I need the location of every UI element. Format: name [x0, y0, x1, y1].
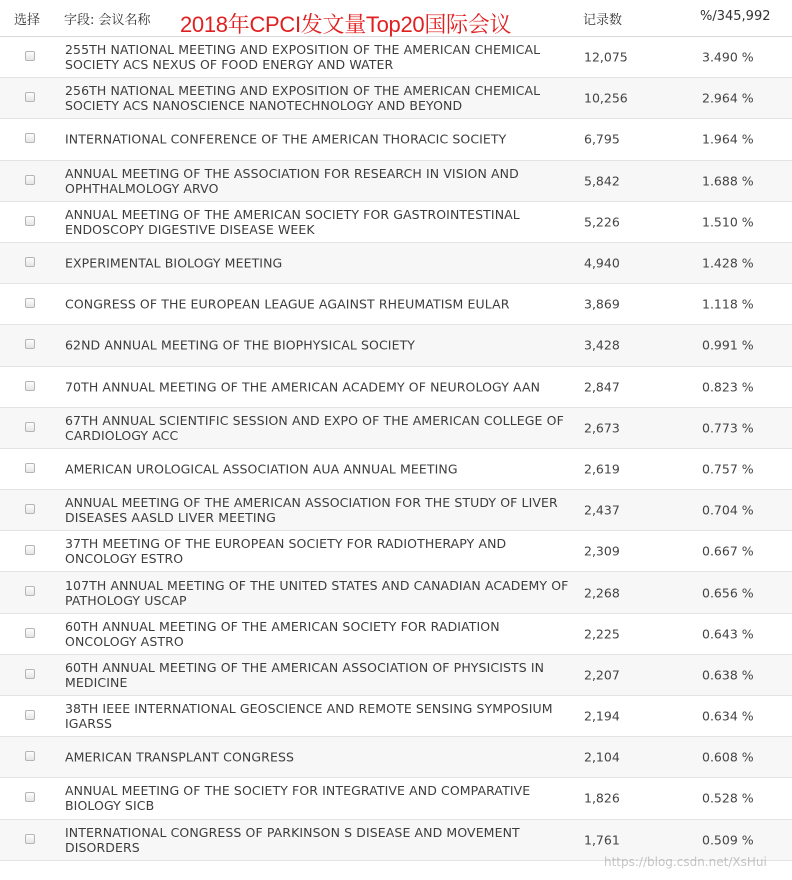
record-percent: 0.528 %: [702, 790, 754, 806]
row-checkbox[interactable]: [25, 834, 35, 844]
conference-name: AMERICAN UROLOGICAL ASSOCIATION AUA ANNUAL MEETING: [65, 461, 458, 477]
record-percent: 0.773 %: [702, 420, 754, 436]
conference-name: EXPERIMENTAL BIOLOGY MEETING: [65, 255, 283, 271]
record-count: 2,225: [584, 626, 620, 642]
table-row: [0, 490, 792, 531]
conference-name: INTERNATIONAL CONGRESS OF PARKINSON S DISEASE AND MOVEMENT DISORDERS: [65, 824, 520, 855]
record-count: 2,847: [584, 379, 620, 395]
row-checkbox[interactable]: [25, 298, 35, 308]
conference-name: ANNUAL MEETING OF THE AMERICAN SOCIETY FOR GASTROINTESTINAL ENDOSCOPY DIGESTIVE DISEASE WEEK: [65, 206, 520, 237]
record-count: 4,940: [584, 255, 620, 271]
results-table: [0, 37, 792, 861]
table-row: [0, 37, 792, 78]
record-percent: 0.704 %: [702, 502, 754, 518]
row-checkbox[interactable]: [25, 381, 35, 391]
conference-name: CONGRESS OF THE EUROPEAN LEAGUE AGAINST RHEUMATISM EULAR: [65, 296, 510, 312]
table-row: [0, 367, 792, 408]
record-percent: 0.509 %: [702, 832, 754, 848]
conference-name: 67TH ANNUAL SCIENTIFIC SESSION AND EXPO OF THE AMERICAN COLLEGE OF CARDIOLOGY ACC: [65, 412, 564, 443]
record-percent: 0.643 %: [702, 626, 754, 642]
select-column-header: 选择: [14, 13, 41, 28]
record-count: 5,842: [584, 173, 620, 189]
record-count: 2,194: [584, 708, 620, 724]
field-column-header: 字段: 会议名称: [64, 13, 151, 28]
record-percent: 0.667 %: [702, 543, 754, 559]
row-checkbox[interactable]: [25, 92, 35, 102]
record-percent: 2.964 %: [702, 90, 754, 106]
table-row: [0, 655, 792, 696]
conference-name: 38TH IEEE INTERNATIONAL GEOSCIENCE AND REMOTE SENSING SYMPOSIUM IGARSS: [65, 701, 553, 732]
table-row: [0, 284, 792, 325]
table-row: [0, 572, 792, 613]
record-percent: 0.757 %: [702, 461, 754, 477]
row-checkbox[interactable]: [25, 51, 35, 61]
record-percent: 1.118 %: [702, 296, 754, 312]
percent-column-header[interactable]: %/345,992: [700, 9, 771, 24]
conference-name: ANNUAL MEETING OF THE AMERICAN ASSOCIATION FOR THE STUDY OF LIVER DISEASES AASLD LIVER MEETING: [65, 495, 558, 526]
conference-name: 37TH MEETING OF THE EUROPEAN SOCIETY FOR RADIOTHERAPY AND ONCOLOGY ESTRO: [65, 536, 507, 567]
record-count: 12,075: [584, 49, 628, 65]
conference-name: 70TH ANNUAL MEETING OF THE AMERICAN ACADEMY OF NEUROLOGY AAN: [65, 379, 541, 395]
conference-name: 60TH ANNUAL MEETING OF THE AMERICAN SOCIETY FOR RADIATION ONCOLOGY ASTRO: [65, 618, 500, 649]
table-row: [0, 778, 792, 819]
table-row: [0, 161, 792, 202]
record-count: 2,104: [584, 749, 620, 765]
watermark: https://blog.csdn.net/XsHui: [604, 855, 767, 869]
row-checkbox[interactable]: [25, 751, 35, 761]
record-count: 2,207: [584, 667, 620, 683]
record-count: 2,437: [584, 502, 620, 518]
record-count: 5,226: [584, 214, 620, 230]
table-row: [0, 408, 792, 449]
record-percent: 3.490 %: [702, 49, 754, 65]
record-count: 1,826: [584, 790, 620, 806]
record-count: 2,673: [584, 420, 620, 436]
record-percent: 0.991 %: [702, 337, 754, 353]
row-checkbox[interactable]: [25, 586, 35, 596]
conference-name: 62ND ANNUAL MEETING OF THE BIOPHYSICAL SOCIETY: [65, 337, 416, 353]
record-count: 10,256: [584, 90, 628, 106]
conference-name: 107TH ANNUAL MEETING OF THE UNITED STATES AND CANADIAN ACADEMY OF PATHOLOGY USCAP: [65, 577, 569, 608]
table-row: [0, 449, 792, 490]
record-percent: 0.638 %: [702, 667, 754, 683]
overlay-title: 2018年CPCI发文量Top20国际会议: [180, 12, 512, 37]
table-row: [0, 78, 792, 119]
count-column-header[interactable]: 记录数: [583, 13, 623, 28]
record-percent: 1.428 %: [702, 255, 754, 271]
row-checkbox[interactable]: [25, 422, 35, 432]
record-percent: 1.510 %: [702, 214, 754, 230]
record-percent: 0.634 %: [702, 708, 754, 724]
record-count: 2,268: [584, 585, 620, 601]
row-checkbox[interactable]: [25, 545, 35, 555]
record-count: 2,619: [584, 461, 620, 477]
conference-name: ANNUAL MEETING OF THE SOCIETY FOR INTEGRATIVE AND COMPARATIVE BIOLOGY SICB: [65, 783, 531, 814]
record-count: 1,761: [584, 832, 620, 848]
row-checkbox[interactable]: [25, 133, 35, 143]
record-percent: 1.964 %: [702, 131, 754, 147]
record-percent: 0.656 %: [702, 585, 754, 601]
row-checkbox[interactable]: [25, 628, 35, 638]
row-checkbox[interactable]: [25, 216, 35, 226]
record-percent: 1.688 %: [702, 173, 754, 189]
table-row: [0, 243, 792, 284]
record-count: 3,428: [584, 337, 620, 353]
row-checkbox[interactable]: [25, 792, 35, 802]
conference-name: ANNUAL MEETING OF THE ASSOCIATION FOR RESEARCH IN VISION AND OPHTHALMOLOGY ARVO: [65, 165, 519, 196]
row-checkbox[interactable]: [25, 669, 35, 679]
row-checkbox[interactable]: [25, 710, 35, 720]
table-row: [0, 119, 792, 160]
conference-name: 255TH NATIONAL MEETING AND EXPOSITION OF THE AMERICAN CHEMICAL SOCIETY ACS NEXUS OF FOOD ENERGY AND WATER: [65, 42, 541, 73]
row-checkbox[interactable]: [25, 463, 35, 473]
table-row: [0, 737, 792, 778]
record-count: 2,309: [584, 543, 620, 559]
table-row: [0, 202, 792, 243]
table-row: [0, 614, 792, 655]
row-checkbox[interactable]: [25, 175, 35, 185]
record-count: 3,869: [584, 296, 620, 312]
conference-name: AMERICAN TRANSPLANT CONGRESS: [65, 749, 295, 765]
row-checkbox[interactable]: [25, 339, 35, 349]
row-checkbox[interactable]: [25, 504, 35, 514]
record-percent: 0.823 %: [702, 379, 754, 395]
row-checkbox[interactable]: [25, 257, 35, 267]
table-row: [0, 325, 792, 366]
record-count: 6,795: [584, 131, 620, 147]
table-row: [0, 531, 792, 572]
table-row: [0, 696, 792, 737]
conference-name: 60TH ANNUAL MEETING OF THE AMERICAN ASSOCIATION OF PHYSICISTS IN MEDICINE: [65, 659, 545, 690]
conference-name: 256TH NATIONAL MEETING AND EXPOSITION OF THE AMERICAN CHEMICAL SOCIETY ACS NANOSCIENCE NANOTECHNOLOGY AND BEYOND: [65, 83, 541, 114]
record-percent: 0.608 %: [702, 749, 754, 765]
conference-name: INTERNATIONAL CONFERENCE OF THE AMERICAN THORACIC SOCIETY: [65, 131, 507, 147]
